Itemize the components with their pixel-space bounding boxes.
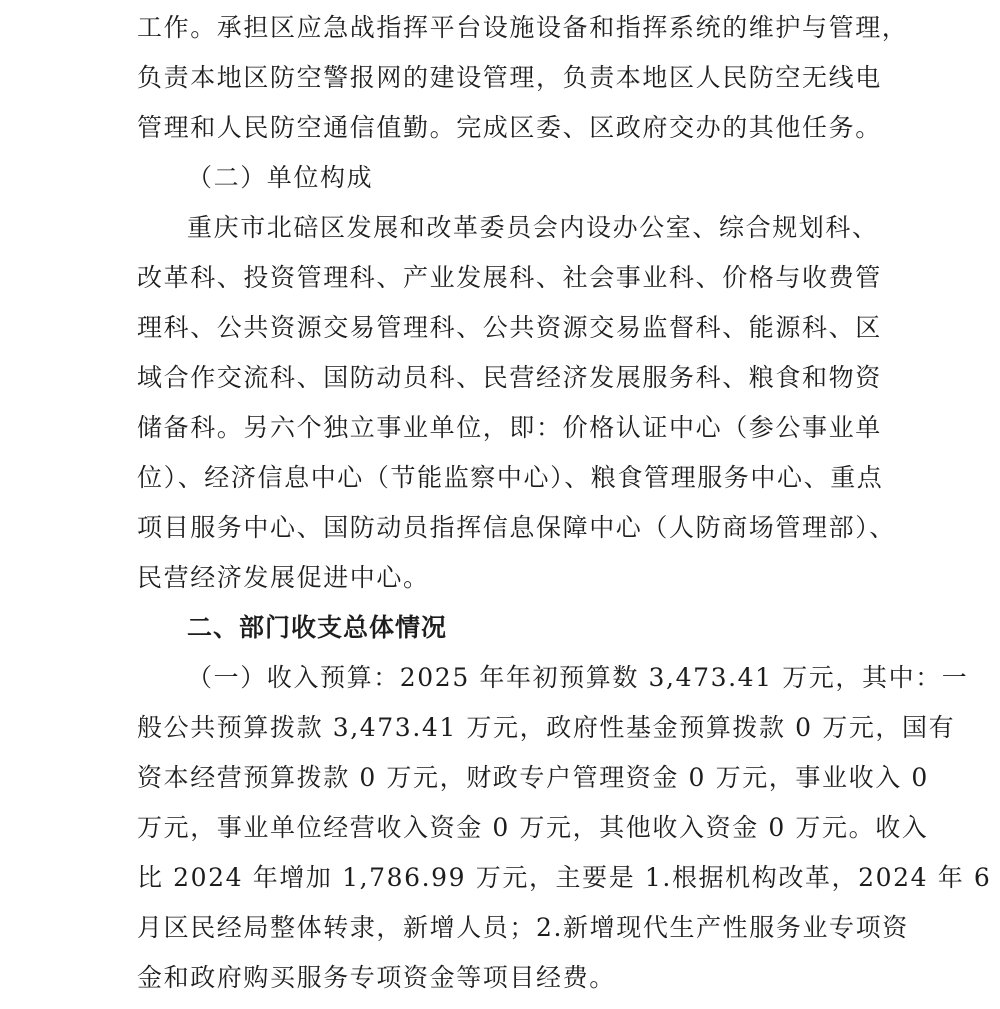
paragraph-line: 负责本地区防空警报网的建设管理，负责本地区人民防空无线电	[137, 63, 882, 92]
paragraph-line: 改革科、投资管理科、产业发展科、社会事业科、价格与收费管	[137, 263, 882, 292]
paragraph-line: 工作。承担区应急战指挥平台设施设备和指挥系统的维护与管理，	[137, 13, 909, 42]
paragraph-line: 重庆市北碚区发展和改革委员会内设办公室、综合规划科、	[187, 213, 879, 242]
paragraph-line: 理科、公共资源交易管理科、公共资源交易监督科、能源科、区	[137, 313, 882, 342]
paragraph-line: 资本经营预算拨款 0 万元，财政专户管理资金 0 万元，事业收入 0	[137, 763, 929, 792]
paragraph-line: 储备科。另六个独立事业单位，即：价格认证中心（参公事业单	[137, 413, 882, 442]
paragraph-line: 般公共预算拨款 3,473.41 万元，政府性基金预算拨款 0 万元，国有	[137, 713, 956, 742]
paragraph-line: 万元，事业单位经营收入资金 0 万元，其他收入资金 0 万元。收入	[137, 813, 929, 842]
section-heading: 二、部门收支总体情况	[187, 613, 448, 642]
paragraph-line: 民营经济发展促进中心。	[137, 563, 430, 592]
section-subheading: （二）单位构成	[187, 163, 374, 192]
paragraph-line: 位）、经济信息中心（节能监察中心）、粮食管理服务中心、重点	[137, 463, 884, 492]
paragraph-line: 月区民经局整体转隶，新增人员；2.新增现代生产性服务业专项资	[137, 913, 909, 942]
paragraph-line: 金和政府购买服务专项资金等项目经费。	[137, 963, 616, 992]
paragraph-line: 域合作交流科、国防动员科、民营经济发展服务科、粮食和物资	[137, 363, 882, 392]
paragraph-line: 项目服务中心、国防动员指挥信息保障中心（人防商场管理部）、	[137, 513, 896, 542]
paragraph-line: 比 2024 年增加 1,786.99 万元，主要是 1.根据机构改革，2024 年 6	[137, 863, 992, 892]
paragraph-line: （一）收入预算：2025 年年初预算数 3,473.41 万元，其中：一	[187, 663, 969, 692]
paragraph-line: 管理和人民防空通信值勤。完成区委、区政府交办的其他任务。	[137, 113, 882, 142]
